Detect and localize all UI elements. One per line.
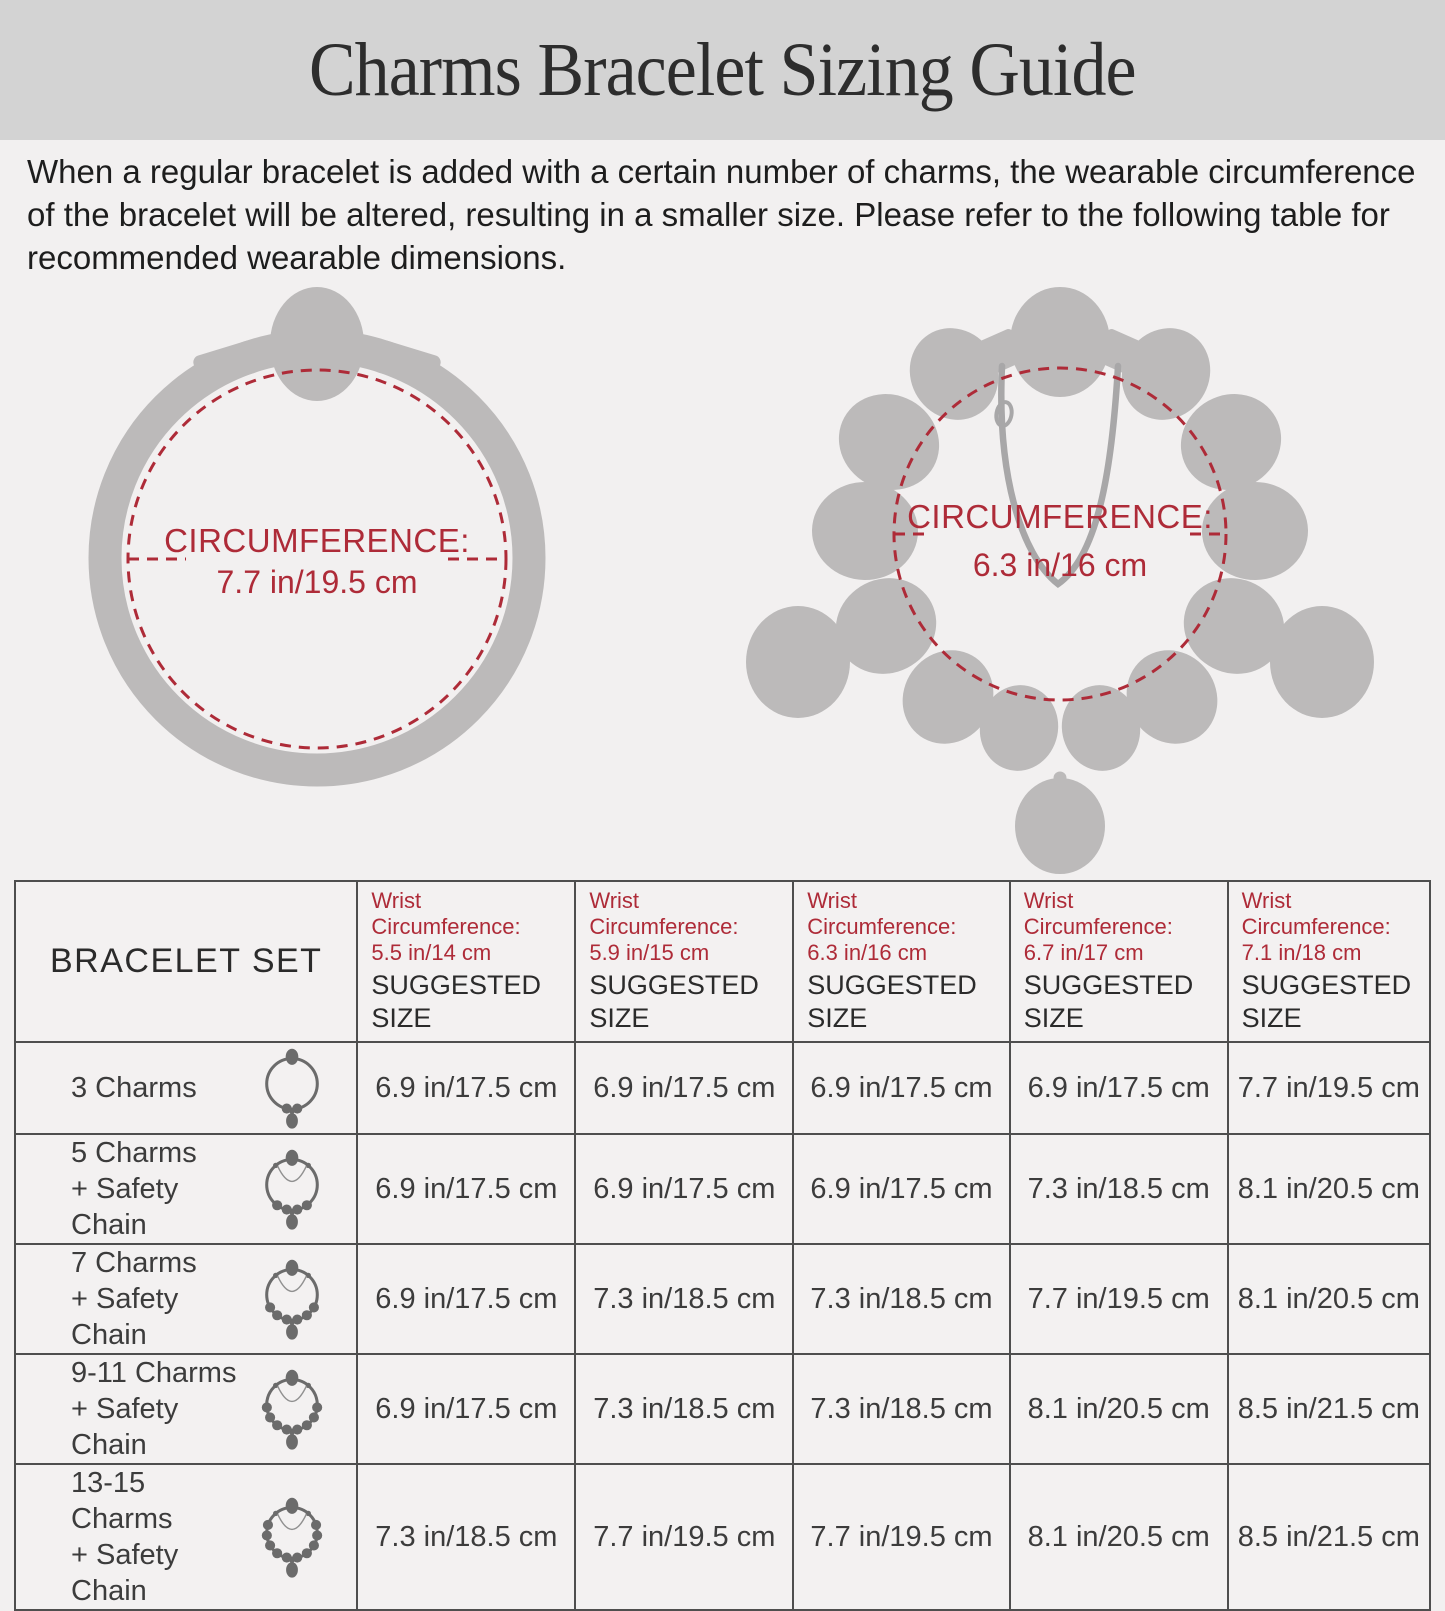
- bracelet-set-cell: [15, 1134, 357, 1244]
- bracelet-set-cell: [15, 1042, 357, 1134]
- title-banner: [0, 0, 1445, 140]
- dangle-charm-left: [746, 606, 850, 718]
- row-label: 7 Charms + Safety Chain: [71, 1247, 197, 1351]
- clasp-bead: [270, 287, 364, 401]
- bracelet-set-cell: [15, 1244, 357, 1354]
- wrist-circumference-label: Wrist Circumference:: [589, 888, 739, 939]
- row-label: 13-15 Charms + Safety Chain: [71, 1467, 179, 1607]
- wrist-circumference-label: Wrist Circumference:: [1023, 888, 1173, 939]
- charm-bracelet-illustration: [746, 287, 1374, 874]
- dangle-charm-bottom: [1015, 778, 1105, 874]
- charm-bracelet-circumference-label: CIRCUMFERENCE:: [907, 498, 1213, 535]
- suggested-size-label: SUGGESTED SIZE: [807, 970, 977, 1033]
- table-row: [15, 1244, 1430, 1354]
- wrist-circumference-value: 6.7 in/17 cm: [1023, 940, 1144, 965]
- suggested-size-label: SUGGESTED SIZE: [1023, 970, 1194, 1033]
- table-row: [15, 1134, 1430, 1244]
- size-value: 8.5 in/21.5 cm: [1228, 1464, 1430, 1610]
- suggested-size-label: SUGGESTED SIZE: [589, 970, 759, 1033]
- size-value: 7.3 in/18.5 cm: [793, 1244, 1009, 1354]
- size-value: 6.9 in/17.5 cm: [357, 1354, 575, 1464]
- size-value: 8.1 in/20.5 cm: [1010, 1354, 1228, 1464]
- size-value: 7.7 in/19.5 cm: [793, 1464, 1009, 1610]
- table-row: [15, 1042, 1430, 1134]
- charm-bracelet-circumference-value: 6.3 in/16 cm: [972, 547, 1148, 583]
- wrist-size-header-4: [1010, 881, 1228, 1042]
- suggested-size-label: SUGGESTED SIZE: [1241, 970, 1412, 1033]
- size-value: 7.3 in/18.5 cm: [575, 1244, 793, 1354]
- size-value: 7.7 in/19.5 cm: [1228, 1042, 1430, 1134]
- row-label: 9-11 Charms + Safety Chain: [71, 1357, 237, 1461]
- size-value: 6.9 in/17.5 cm: [575, 1042, 793, 1134]
- wrist-circumference-label: Wrist Circumference:: [371, 888, 521, 939]
- wrist-size-header-2: [575, 881, 793, 1042]
- size-value: 6.9 in/17.5 cm: [793, 1042, 1009, 1134]
- wrist-circumference-value: 5.5 in/14 cm: [371, 940, 492, 965]
- bracelet-3-charms-icon: [254, 1045, 330, 1131]
- bracelet-13-15-charms-safety-chain-icon: [254, 1494, 330, 1580]
- plain-bracelet-circumference-value: 7.7 in/19.5 cm: [216, 564, 418, 600]
- wrist-circumference-value: 7.1 in/18 cm: [1241, 940, 1362, 965]
- table-row: [15, 1354, 1430, 1464]
- wrist-size-header-1: [357, 881, 575, 1042]
- size-value: 6.9 in/17.5 cm: [357, 1244, 575, 1354]
- row-label: 3 Charms: [71, 1072, 197, 1104]
- bracelet-set-header: BRACELET SET: [15, 881, 357, 1042]
- size-value: 7.3 in/18.5 cm: [1010, 1134, 1228, 1244]
- wrist-size-header-5: [1228, 881, 1430, 1042]
- bracelet-9-11-charms-safety-chain-icon: [254, 1366, 330, 1452]
- wrist-circumference-value: 5.9 in/15 cm: [589, 940, 710, 965]
- row-label: 5 Charms + Safety Chain: [71, 1137, 197, 1241]
- bracelet-5-charms-safety-chain-icon: [254, 1146, 330, 1232]
- size-value: 8.5 in/21.5 cm: [1228, 1354, 1430, 1464]
- page-title: Charms Bracelet Sizing Guide: [309, 27, 1136, 112]
- size-value: 7.3 in/18.5 cm: [357, 1464, 575, 1610]
- bracelet-set-cell: [15, 1464, 357, 1610]
- dangle-charm-right: [1270, 606, 1374, 718]
- plain-bracelet-illustration: [105, 287, 529, 770]
- size-value: 8.1 in/20.5 cm: [1010, 1464, 1228, 1610]
- size-value: 7.7 in/19.5 cm: [1010, 1244, 1228, 1354]
- size-value: 7.7 in/19.5 cm: [575, 1464, 793, 1610]
- size-value: 7.3 in/18.5 cm: [575, 1354, 793, 1464]
- size-value: 6.9 in/17.5 cm: [1010, 1042, 1228, 1134]
- bracelet-set-cell: [15, 1354, 357, 1464]
- size-value: 6.9 in/17.5 cm: [357, 1042, 575, 1134]
- sizing-table: [14, 880, 1431, 1611]
- table-row: [15, 1464, 1430, 1610]
- size-value: 6.9 in/17.5 cm: [575, 1134, 793, 1244]
- wrist-circumference-label: Wrist Circumference:: [1241, 888, 1391, 939]
- wrist-size-header-3: [793, 881, 1009, 1042]
- size-value: 6.9 in/17.5 cm: [357, 1134, 575, 1244]
- size-value: 8.1 in/20.5 cm: [1228, 1134, 1430, 1244]
- bracelet-illustrations: [0, 282, 1445, 880]
- size-value: 7.3 in/18.5 cm: [793, 1354, 1009, 1464]
- size-value: 6.9 in/17.5 cm: [793, 1134, 1009, 1244]
- wrist-circumference-value: 6.3 in/16 cm: [807, 940, 928, 965]
- suggested-size-label: SUGGESTED SIZE: [371, 970, 541, 1033]
- size-value: 8.1 in/20.5 cm: [1228, 1244, 1430, 1354]
- wrist-circumference-label: Wrist Circumference:: [807, 888, 957, 939]
- plain-bracelet-circumference-label: CIRCUMFERENCE:: [164, 522, 470, 559]
- table-header-row: [15, 881, 1430, 1042]
- bracelet-7-charms-safety-chain-icon: [254, 1256, 330, 1342]
- intro-paragraph: When a regular bracelet is added with a certain number of charms, the wearable circumference of the bracelet will be altered, resulting in a smaller size. Please refer to the following table for recommended wearable dimensions.: [27, 153, 1416, 276]
